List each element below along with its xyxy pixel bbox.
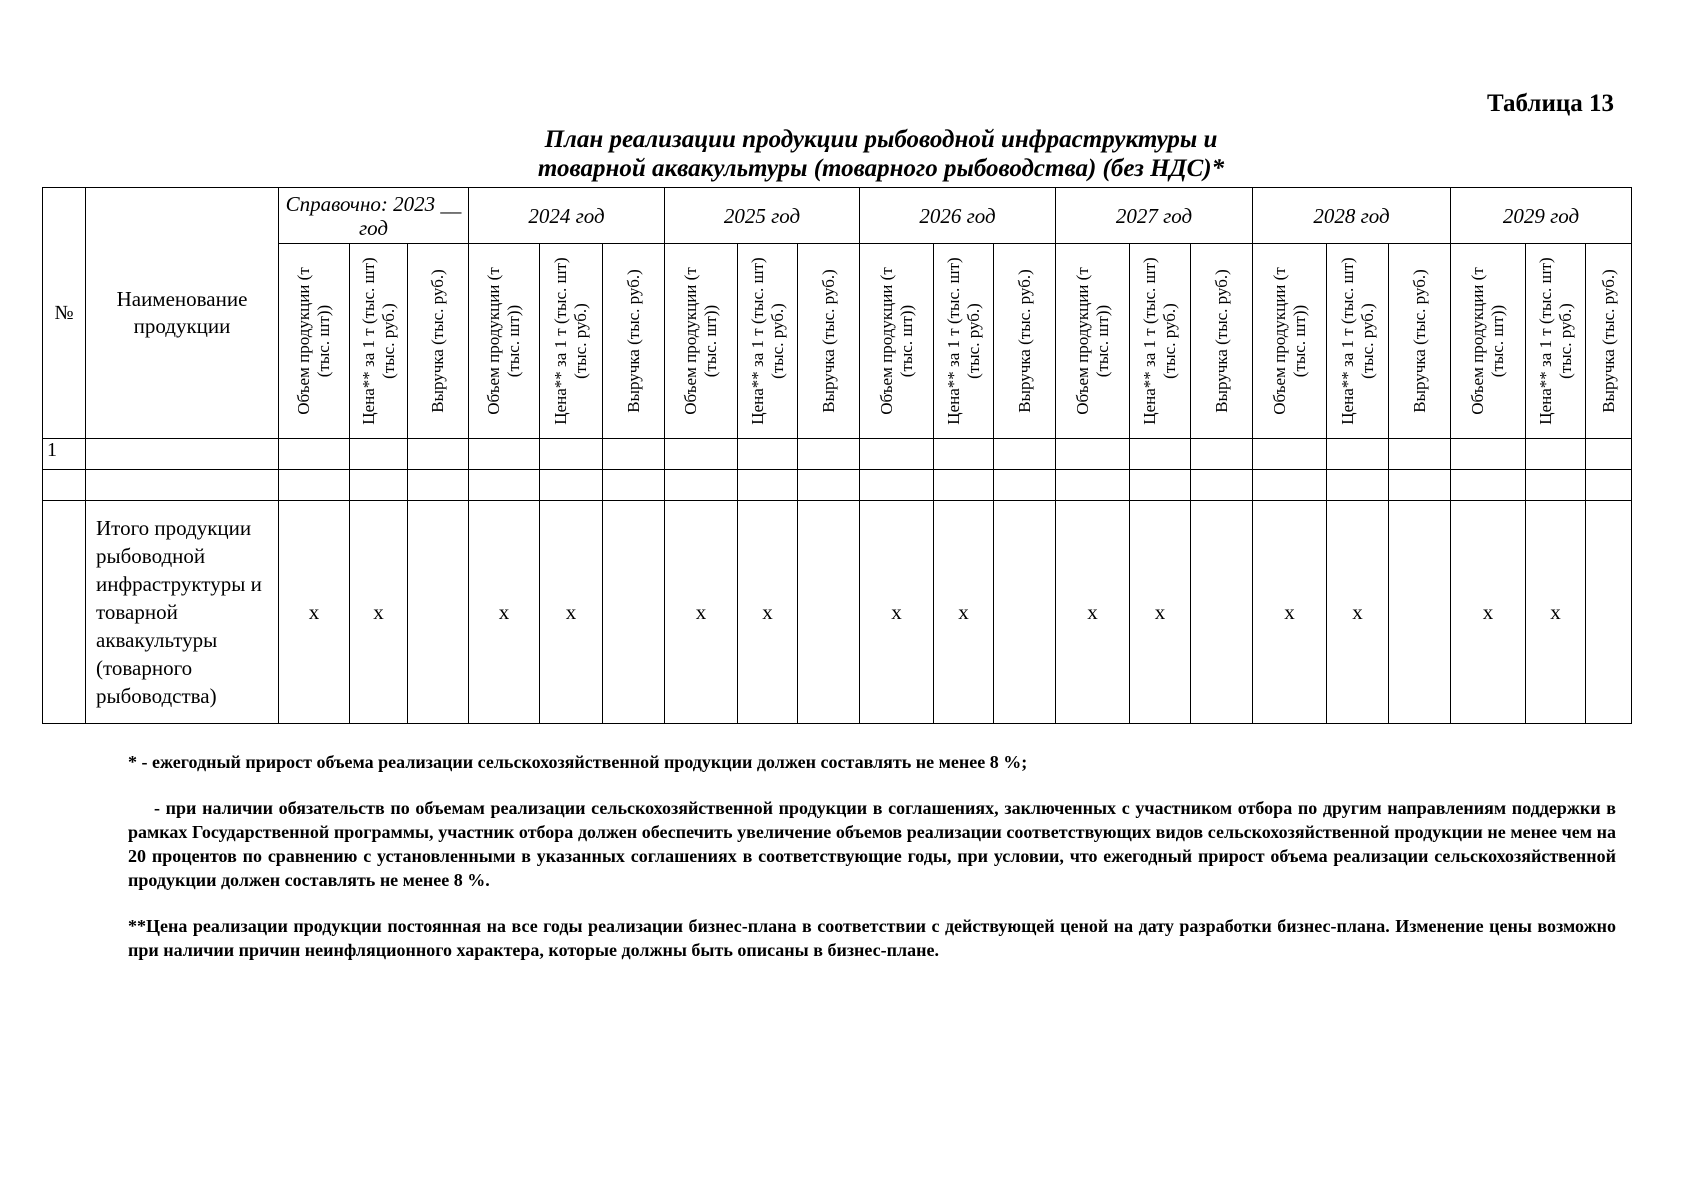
header-revenue-2029 bbox=[1586, 244, 1632, 439]
total-price-2026: x bbox=[934, 501, 994, 724]
sales-plan-table bbox=[42, 187, 1632, 724]
header-price-2023 bbox=[350, 244, 408, 439]
cell-volume-2028 bbox=[1253, 470, 1327, 501]
header-volume-2027 bbox=[1056, 244, 1130, 439]
header-price-2026 bbox=[934, 244, 994, 439]
cell-revenue-2023 bbox=[408, 439, 469, 470]
row-number bbox=[43, 470, 86, 501]
header-year-2025: 2025 год bbox=[665, 188, 860, 244]
total-row bbox=[43, 501, 1632, 724]
cell-volume-2025 bbox=[665, 439, 738, 470]
cell-price-2024 bbox=[540, 439, 603, 470]
header-volume-2026 bbox=[860, 244, 934, 439]
total-volume-2024: x bbox=[469, 501, 540, 724]
header-year-2028: 2028 год bbox=[1253, 188, 1451, 244]
cell-price-2023 bbox=[350, 470, 408, 501]
cell-revenue-2027 bbox=[1191, 470, 1253, 501]
cell-price-2028 bbox=[1327, 439, 1389, 470]
total-label: Итого продукции рыбоводной инфраструктуры и товарной аквакультуры (товарного рыбоводства) bbox=[86, 501, 279, 724]
header-volume-label: Объем продукции (т (тыс. шт)) bbox=[681, 267, 720, 415]
header-revenue-2024 bbox=[603, 244, 665, 439]
cell-price-2025 bbox=[738, 439, 798, 470]
total-volume-2028: x bbox=[1253, 501, 1327, 724]
cell-revenue-2023 bbox=[408, 470, 469, 501]
cell-volume-2024 bbox=[469, 439, 540, 470]
header-revenue-label: Выручка (тыс. руб.) bbox=[428, 269, 447, 413]
total-revenue-2028 bbox=[1389, 501, 1451, 724]
header-volume-label: Объем продукции (т (тыс. шт)) bbox=[1072, 267, 1112, 415]
cell-volume-2023 bbox=[279, 470, 350, 501]
cell-revenue-2027 bbox=[1191, 439, 1253, 470]
total-price-2029: x bbox=[1526, 501, 1586, 724]
product-name-cell bbox=[86, 439, 279, 470]
cell-revenue-2026 bbox=[994, 439, 1056, 470]
header-price-2028 bbox=[1327, 244, 1389, 439]
header-volume-label: Объем продукции (т (тыс. шт)) bbox=[294, 267, 333, 415]
table-title bbox=[0, 125, 1696, 183]
header-revenue-label: Выручка (тыс. руб.) bbox=[818, 269, 838, 413]
footnotes bbox=[128, 750, 1616, 984]
header-revenue-label: Выручка (тыс. руб.) bbox=[623, 269, 643, 413]
header-revenue-2027 bbox=[1191, 244, 1253, 439]
header-volume-label: Объем продукции (т (тыс. шт)) bbox=[876, 267, 916, 415]
table-number: Таблица 13 bbox=[1486, 90, 1614, 117]
cell-price-2024 bbox=[540, 470, 603, 501]
subheader-row bbox=[43, 244, 1632, 439]
header-year-2027: 2027 год bbox=[1056, 188, 1253, 244]
header-year-2029: 2029 год bbox=[1451, 188, 1632, 244]
cell-price-2029 bbox=[1526, 439, 1586, 470]
cell-price-2029 bbox=[1526, 470, 1586, 501]
cell-revenue-2028 bbox=[1389, 439, 1451, 470]
header-volume-2025 bbox=[665, 244, 738, 439]
header-year-2023: Справочно: 2023 __ год bbox=[279, 188, 469, 244]
cell-price-2025 bbox=[738, 470, 798, 501]
row-number bbox=[43, 501, 86, 724]
header-volume-label: Объем продукции (т (тыс. шт)) bbox=[1468, 267, 1507, 415]
total-revenue-2029 bbox=[1586, 501, 1632, 724]
header-revenue-2025 bbox=[798, 244, 860, 439]
total-volume-2029: x bbox=[1451, 501, 1526, 724]
total-volume-2026: x bbox=[860, 501, 934, 724]
cell-price-2026 bbox=[934, 470, 994, 501]
total-volume-2025: x bbox=[665, 501, 738, 724]
header-year-2024: 2024 год bbox=[469, 188, 665, 244]
header-price-label: Цена** за 1 т (тыс. шт) (тыс. руб.) bbox=[943, 257, 983, 425]
header-volume-label: Объем продукции (т (тыс. шт)) bbox=[1269, 267, 1309, 415]
cell-revenue-2026 bbox=[994, 470, 1056, 501]
total-revenue-2027 bbox=[1191, 501, 1253, 724]
cell-volume-2027 bbox=[1056, 439, 1130, 470]
header-revenue-label: Выручка (тыс. руб.) bbox=[1409, 269, 1429, 413]
header-revenue-label: Выручка (тыс. руб.) bbox=[1211, 269, 1231, 413]
cell-volume-2023 bbox=[279, 439, 350, 470]
total-price-2024: x bbox=[540, 501, 603, 724]
footnote-1: * - ежегодный прирост объема реализации сельскохозяйственной продукции должен составлять не менее 8 %; bbox=[128, 752, 1028, 772]
total-revenue-2025 bbox=[798, 501, 860, 724]
header-volume-2024 bbox=[469, 244, 540, 439]
header-price-2025 bbox=[738, 244, 798, 439]
header-volume-label: Объем продукции (т (тыс. шт)) bbox=[484, 267, 523, 415]
total-price-2025: x bbox=[738, 501, 798, 724]
header-revenue-2023 bbox=[408, 244, 469, 439]
header-price-2024 bbox=[540, 244, 603, 439]
total-volume-2027: x bbox=[1056, 501, 1130, 724]
cell-revenue-2025 bbox=[798, 439, 860, 470]
header-revenue-2026 bbox=[994, 244, 1056, 439]
table-row bbox=[43, 470, 1632, 501]
row-number: 1 bbox=[43, 439, 86, 470]
header-product-name: Наименование продукции bbox=[86, 188, 279, 439]
cell-volume-2024 bbox=[469, 470, 540, 501]
footnote-2: - при наличии обязательств по объемам реализации сельскохозяйственной продукции в соглашениях, заключенных с участником отбора по другим направлениям поддержки в рамках Государственной программы, участник отбора должен обеспечить увеличение объемов реализации соответствующих видов сельскохозяйственной продукции не менее чем на 20 процентов по сравнению с установленными в указанных соглашениях в соответствующие годы, при условии, что ежегодный прирост объема реализации сельскохозяйственной продукции должен составлять не менее 8 %. bbox=[128, 798, 1616, 890]
cell-price-2027 bbox=[1130, 439, 1191, 470]
cell-volume-2029 bbox=[1451, 439, 1526, 470]
cell-volume-2026 bbox=[860, 470, 934, 501]
footnote-3: **Цена реализации продукции постоянная на все годы реализации бизнес-плана в соответствии с действующей ценой на дату разработки бизнес-плана. Изменение цены возможно при наличии причин неинфляционного характера, которые должны быть описаны в бизнес-плане. bbox=[128, 916, 1616, 960]
total-price-2027: x bbox=[1130, 501, 1191, 724]
header-price-label: Цена** за 1 т (тыс. шт) (тыс. руб.) bbox=[1140, 257, 1179, 425]
table-row bbox=[43, 439, 1632, 470]
title-line-1: План реализации продукции рыбоводной инфраструктуры и bbox=[544, 126, 1218, 153]
year-header-row bbox=[43, 188, 1632, 244]
cell-price-2027 bbox=[1130, 470, 1191, 501]
cell-volume-2028 bbox=[1253, 439, 1327, 470]
header-price-2029 bbox=[1526, 244, 1586, 439]
header-revenue-2028 bbox=[1389, 244, 1451, 439]
header-number: № bbox=[43, 188, 86, 439]
header-volume-2028 bbox=[1253, 244, 1327, 439]
total-revenue-2024 bbox=[603, 501, 665, 724]
total-price-2023: x bbox=[350, 501, 408, 724]
total-revenue-2023 bbox=[408, 501, 469, 724]
total-revenue-2026 bbox=[994, 501, 1056, 724]
header-volume-2023 bbox=[279, 244, 350, 439]
header-price-2027 bbox=[1130, 244, 1191, 439]
cell-revenue-2024 bbox=[603, 470, 665, 501]
cell-price-2023 bbox=[350, 439, 408, 470]
header-year-2026: 2026 год bbox=[860, 188, 1056, 244]
title-line-2: товарной аквакультуры (товарного рыбоводства) (без НДС)* bbox=[537, 155, 1225, 182]
cell-revenue-2029 bbox=[1586, 470, 1632, 501]
cell-price-2026 bbox=[934, 439, 994, 470]
cell-volume-2025 bbox=[665, 470, 738, 501]
header-revenue-label: Выручка (тыс. руб.) bbox=[1598, 269, 1618, 413]
header-price-label: Цена** за 1 т (тыс. шт) (тыс. руб.) bbox=[1337, 257, 1377, 425]
cell-volume-2026 bbox=[860, 439, 934, 470]
cell-revenue-2029 bbox=[1586, 439, 1632, 470]
cell-volume-2029 bbox=[1451, 470, 1526, 501]
cell-revenue-2028 bbox=[1389, 470, 1451, 501]
header-price-label: Цена** за 1 т (тыс. шт) (тыс. руб.) bbox=[1535, 257, 1575, 425]
header-revenue-label: Выручка (тыс. руб.) bbox=[1014, 269, 1034, 413]
header-price-label: Цена** за 1 т (тыс. шт) (тыс. руб.) bbox=[551, 257, 590, 425]
cell-revenue-2025 bbox=[798, 470, 860, 501]
cell-revenue-2024 bbox=[603, 439, 665, 470]
cell-volume-2027 bbox=[1056, 470, 1130, 501]
total-price-2028: x bbox=[1327, 501, 1389, 724]
header-price-label: Цена** за 1 т (тыс. шт) (тыс. руб.) bbox=[358, 257, 398, 425]
header-volume-2029 bbox=[1451, 244, 1526, 439]
cell-price-2028 bbox=[1327, 470, 1389, 501]
product-name-cell bbox=[86, 470, 279, 501]
total-volume-2023: x bbox=[279, 501, 350, 724]
header-price-label: Цена** за 1 т (тыс. шт) (тыс. руб.) bbox=[747, 257, 787, 425]
